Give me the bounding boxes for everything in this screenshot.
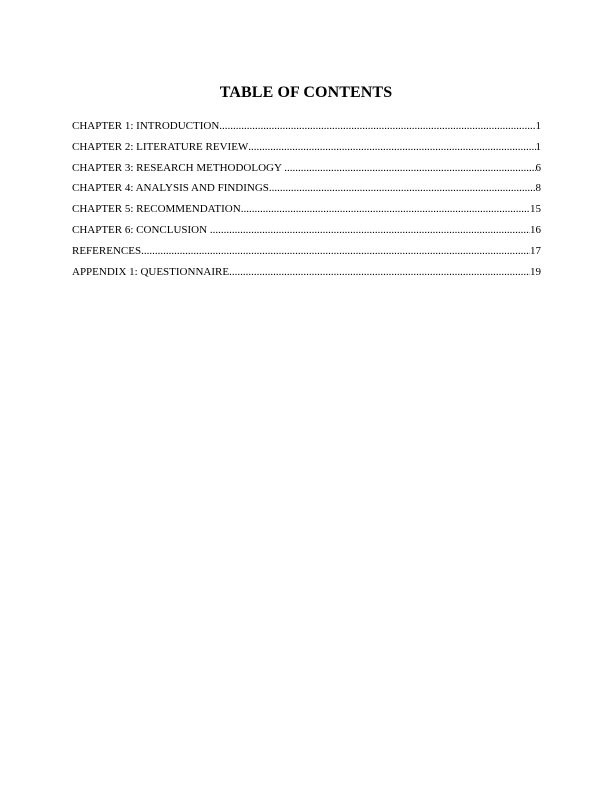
toc-entry-page: 16 <box>530 223 541 236</box>
toc-entry-references[interactable] <box>72 241 541 262</box>
toc-entry-chapter-5[interactable] <box>72 199 541 220</box>
toc-entry-label: CHAPTER 4: ANALYSIS AND FINDINGS <box>72 182 269 195</box>
toc-entry-chapter-1[interactable] <box>72 116 541 137</box>
toc-entry-label: CHAPTER 6: CONCLUSION <box>72 223 210 236</box>
toc-entry-page: 17 <box>530 244 541 257</box>
toc-entry-appendix-1[interactable] <box>72 262 541 283</box>
toc-entry-label: APPENDIX 1: QUESTIONNAIRE <box>72 265 230 278</box>
toc-entry-page: 19 <box>530 265 541 278</box>
toc-entry-page: 1 <box>535 120 541 132</box>
toc-leader-dots <box>248 137 535 158</box>
toc-entry-label: CHAPTER 1: INTRODUCTION <box>72 120 220 132</box>
toc-leader-dots <box>141 241 530 262</box>
page-title: TABLE OF CONTENTS <box>219 84 393 101</box>
toc-entry-label: REFERENCES <box>72 244 142 257</box>
toc-entry-page: 6 <box>535 161 541 174</box>
toc-entry-page: 15 <box>530 203 541 216</box>
toc-leader-dots <box>229 262 530 283</box>
toc-entry-chapter-3[interactable] <box>72 158 541 179</box>
toc-leader-dots <box>241 199 530 220</box>
toc-entry-label: CHAPTER 3: RESEARCH METHODOLOGY <box>72 161 285 174</box>
toc-entry-chapter-2[interactable] <box>72 137 541 158</box>
toc-entry-chapter-6[interactable] <box>72 220 541 241</box>
toc-list <box>72 116 541 282</box>
toc-leader-dots <box>269 178 536 199</box>
toc-entry-label: CHAPTER 5: RECOMMENDATION <box>72 203 241 216</box>
toc-entry-page: 1 <box>535 140 541 153</box>
toc-entry-page: 8 <box>535 182 541 195</box>
toc-leader-dots <box>210 220 530 241</box>
toc-entry-label: CHAPTER 2: LITERATURE REVIEW <box>72 140 249 153</box>
toc-leader-dots <box>284 158 535 179</box>
toc-entry-chapter-4[interactable] <box>72 178 541 199</box>
toc-leader-dots <box>219 116 535 137</box>
